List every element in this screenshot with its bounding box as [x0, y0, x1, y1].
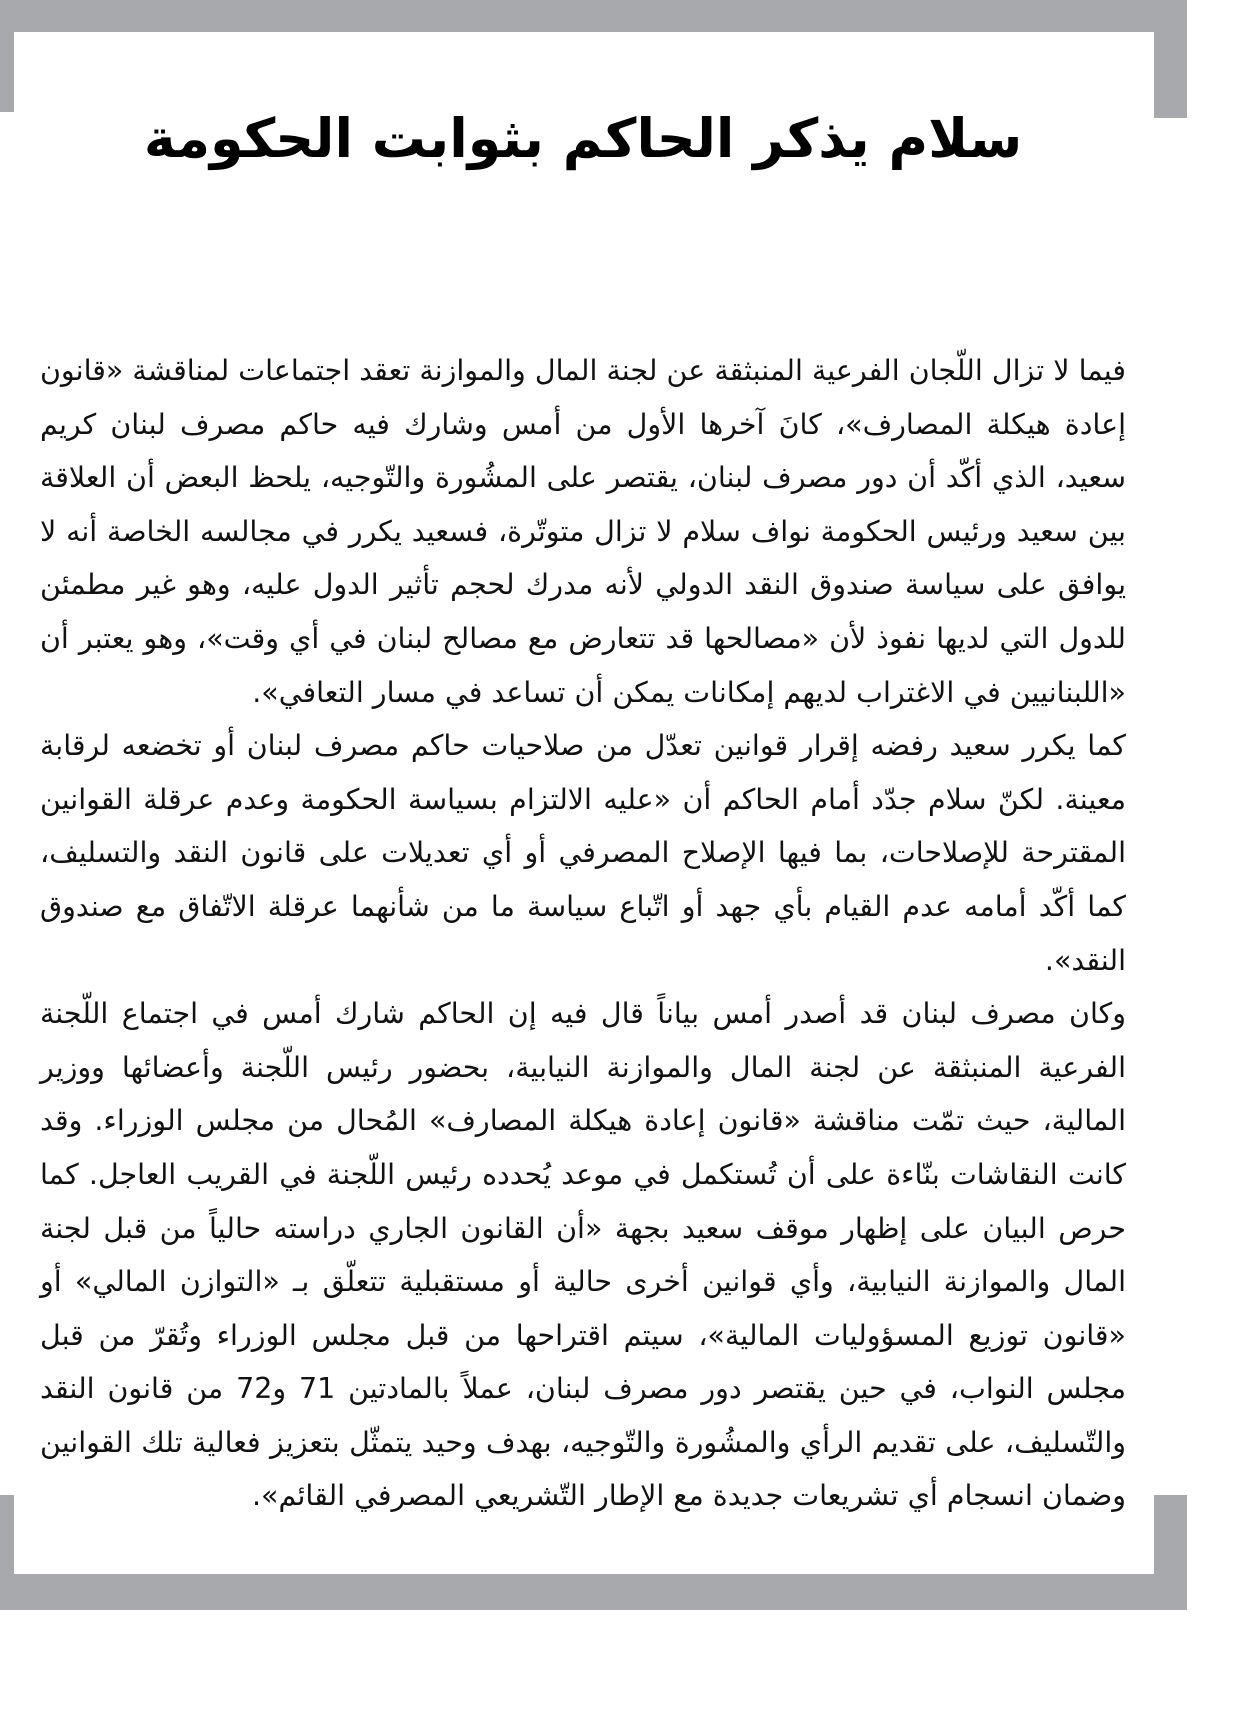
- article-body: [40, 344, 1126, 1523]
- frame-band-top-right: [1154, 0, 1187, 118]
- paragraph-3: وكان مصرف لبنان قد أصدر أمس بياناً قال فيه إن الحاكم شارك أمس في اجتماع اللّجنة الفرعية المنبثقة عن لجنة المال والموازنة النيابية، بحضور رئيس اللّجنة وأعضائها ووزير المالية، حيث تمّت مناقشة «قانون إعادة هيكلة المصارف» المُحال من مجلس الوزراء. وقد كانت النقاشات بنّاءة على أن تُستكمل في موعد يُحدده رئيس اللّجنة في القريب العاجل. كما حرص البيان على إظهار موقف سعيد بجهة «أن القانون الجاري دراسته حالياً من قبل لجنة المال والموازنة النيابية، وأي قوانين أخرى حالية أو مستقبلية تتعلّق بـ «التوازن المالي» أو «قانون توزيع المسؤوليات المالية»، سيتم اقتراحها من قبل مجلس الوزراء وتُقرّ من قبل مجلس النواب، في حين يقتصر دور مصرف لبنان، عملاً بالمادتين 71 و72 من قانون النقد والتّسليف، على تقديم الرأي والمشُورة والتّوجيه، بهدف وحيد يتمثّل بتعزيز فعالية تلك القوانين وضمان انسجام أي تشريعات جديدة مع الإطار التّشريعي المصرفي القائم».: [40, 997, 1126, 1513]
- paragraph-2: كما يكرر سعيد رفضه إقرار قوانين تعدّل من صلاحيات حاكم مصرف لبنان أو تخضعه لرقابة معينة. لكنّ سلام جدّد أمام الحاكم أن «عليه الالتزام بسياسة الحكومة وعدم عرقلة القوانين المقترحة للإصلاحات، بما فيها الإصلاح المصرفي أو أي تعديلات على قانون النقد والتسليف، كما أكّد أمامه عدم القيام بأي جهد أو اتّباع سياسة ما من شأنهما عرقلة الاتّفاق مع صندوق النقد».: [40, 729, 1126, 977]
- paragraph-1: فيما لا تزال اللّجان الفرعية المنبثقة عن لجنة المال والموازنة تعقد اجتماعات لمناقشة «قانون إعادة هيكلة المصارف»، كانَ آخرها الأول من أمس وشارك فيه حاكم مصرف لبنان كريم سعيد، الذي أكّد أن دور مصرف لبنان، يقتصر على المشُورة والتّوجيه، يلحظ البعض أن العلاقة بين سعيد ورئيس الحكومة نواف سلام لا تزال متوتّرة، فسعيد يكرر في مجالسه الخاصة أنه لا يوافق على سياسة صندوق النقد الدولي لأنه مدرك لحجم تأثير الدول عليه، وهو غير مطمئن للدول التي لديها نفوذ لأن «مصالحها قد تتعارض مع مصالح لبنان في أي وقت»، وهو يعتبر أن «اللبنانيين في الاغتراب لديهم إمكانات يمكن أن تساعد في مسار التعافي».: [40, 354, 1126, 709]
- headline: سلام يذكر الحاكم بثوابت الحكومة: [143, 107, 1023, 170]
- frame-band-bottom: [0, 1574, 1187, 1610]
- frame-band-bottom-right: [1154, 1495, 1187, 1610]
- article: [40, 96, 1126, 1523]
- frame-band-top: [0, 0, 1187, 32]
